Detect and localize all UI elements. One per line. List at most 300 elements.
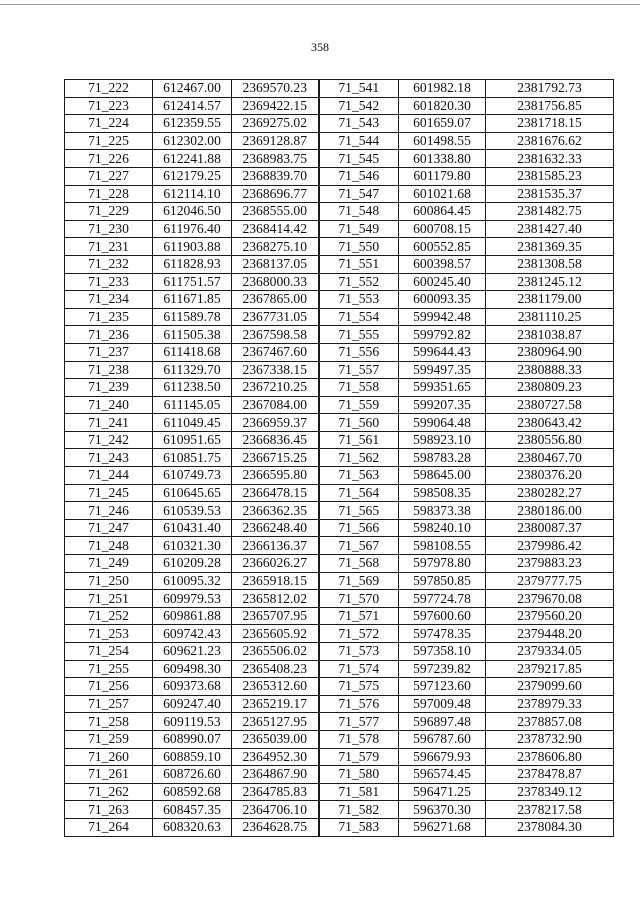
cell-y-right: 2381535.37 bbox=[486, 185, 614, 203]
cell-x-right: 599207.35 bbox=[399, 396, 486, 414]
cell-point-id-right: 71_569 bbox=[319, 572, 399, 590]
cell-point-id-right: 71_547 bbox=[319, 185, 399, 203]
table-row bbox=[65, 660, 614, 678]
cell-x-left: 611589.78 bbox=[153, 308, 232, 326]
cell-x-right: 598645.00 bbox=[399, 467, 486, 485]
top-rule bbox=[0, 4, 640, 5]
cell-point-id-left: 71_223 bbox=[65, 97, 153, 115]
cell-point-id-right: 71_580 bbox=[319, 766, 399, 784]
cell-x-left: 611238.50 bbox=[153, 379, 232, 397]
cell-point-id-left: 71_254 bbox=[65, 643, 153, 661]
cell-x-right: 596787.60 bbox=[399, 730, 486, 748]
cell-point-id-right: 71_549 bbox=[319, 220, 399, 238]
table-row bbox=[65, 220, 614, 238]
cell-point-id-right: 71_564 bbox=[319, 484, 399, 502]
cell-x-right: 599644.43 bbox=[399, 343, 486, 361]
table-row bbox=[65, 502, 614, 520]
cell-point-id-left: 71_258 bbox=[65, 713, 153, 731]
table-row bbox=[65, 678, 614, 696]
cell-point-id-left: 71_228 bbox=[65, 185, 153, 203]
cell-x-left: 609119.53 bbox=[153, 713, 232, 731]
cell-x-right: 599064.48 bbox=[399, 414, 486, 432]
table-row bbox=[65, 484, 614, 502]
cell-y-right: 2381482.75 bbox=[486, 203, 614, 221]
cell-y-left: 2365408.23 bbox=[232, 660, 319, 678]
cell-y-right: 2379777.75 bbox=[486, 572, 614, 590]
table-row bbox=[65, 748, 614, 766]
cell-y-left: 2365605.92 bbox=[232, 625, 319, 643]
cell-x-right: 601179.80 bbox=[399, 167, 486, 185]
table-row bbox=[65, 643, 614, 661]
cell-y-left: 2367210.25 bbox=[232, 379, 319, 397]
table-row bbox=[65, 97, 614, 115]
cell-x-left: 611903.88 bbox=[153, 238, 232, 256]
cell-point-id-right: 71_544 bbox=[319, 132, 399, 150]
cell-point-id-left: 71_231 bbox=[65, 238, 153, 256]
cell-x-right: 601021.68 bbox=[399, 185, 486, 203]
cell-point-id-left: 71_253 bbox=[65, 625, 153, 643]
cell-y-left: 2364706.10 bbox=[232, 801, 319, 819]
cell-y-left: 2367084.00 bbox=[232, 396, 319, 414]
cell-point-id-left: 71_259 bbox=[65, 730, 153, 748]
cell-x-left: 611329.70 bbox=[153, 361, 232, 379]
cell-y-left: 2369128.87 bbox=[232, 132, 319, 150]
table-row bbox=[65, 326, 614, 344]
cell-y-left: 2365707.95 bbox=[232, 607, 319, 625]
cell-x-left: 608859.10 bbox=[153, 748, 232, 766]
cell-point-id-right: 71_546 bbox=[319, 167, 399, 185]
cell-y-left: 2364867.90 bbox=[232, 766, 319, 784]
cell-x-left: 611671.85 bbox=[153, 291, 232, 309]
cell-y-right: 2379334.05 bbox=[486, 643, 614, 661]
cell-y-right: 2380727.58 bbox=[486, 396, 614, 414]
table-row bbox=[65, 273, 614, 291]
cell-x-right: 601820.30 bbox=[399, 97, 486, 115]
cell-y-right: 2381718.15 bbox=[486, 115, 614, 133]
cell-point-id-left: 71_260 bbox=[65, 748, 153, 766]
cell-y-left: 2368983.75 bbox=[232, 150, 319, 168]
cell-y-right: 2378084.30 bbox=[486, 818, 614, 836]
table-row bbox=[65, 713, 614, 731]
cell-y-left: 2366362.35 bbox=[232, 502, 319, 520]
cell-point-id-right: 71_558 bbox=[319, 379, 399, 397]
cell-x-left: 610539.53 bbox=[153, 502, 232, 520]
cell-x-right: 601659.07 bbox=[399, 115, 486, 133]
cell-point-id-right: 71_548 bbox=[319, 203, 399, 221]
table-row bbox=[65, 308, 614, 326]
table-row bbox=[65, 818, 614, 836]
cell-y-left: 2366836.45 bbox=[232, 431, 319, 449]
table-row bbox=[65, 361, 614, 379]
cell-y-left: 2369570.23 bbox=[232, 80, 319, 98]
cell-y-right: 2378606.80 bbox=[486, 748, 614, 766]
cell-y-right: 2381038.87 bbox=[486, 326, 614, 344]
cell-x-left: 611828.93 bbox=[153, 255, 232, 273]
cell-y-right: 2380643.42 bbox=[486, 414, 614, 432]
cell-x-left: 609498.30 bbox=[153, 660, 232, 678]
cell-point-id-right: 71_554 bbox=[319, 308, 399, 326]
cell-y-right: 2381245.12 bbox=[486, 273, 614, 291]
table-row bbox=[65, 396, 614, 414]
cell-x-left: 609979.53 bbox=[153, 590, 232, 608]
cell-x-right: 599942.48 bbox=[399, 308, 486, 326]
cell-y-right: 2381632.33 bbox=[486, 150, 614, 168]
cell-y-left: 2364628.75 bbox=[232, 818, 319, 836]
cell-x-right: 596271.68 bbox=[399, 818, 486, 836]
cell-point-id-right: 71_568 bbox=[319, 555, 399, 573]
cell-point-id-left: 71_236 bbox=[65, 326, 153, 344]
cell-x-left: 610749.73 bbox=[153, 467, 232, 485]
cell-point-id-left: 71_238 bbox=[65, 361, 153, 379]
cell-point-id-right: 71_570 bbox=[319, 590, 399, 608]
cell-y-right: 2380186.00 bbox=[486, 502, 614, 520]
cell-x-left: 608990.07 bbox=[153, 730, 232, 748]
cell-point-id-left: 71_239 bbox=[65, 379, 153, 397]
cell-point-id-left: 71_234 bbox=[65, 291, 153, 309]
cell-y-right: 2379670.08 bbox=[486, 590, 614, 608]
cell-x-right: 598108.55 bbox=[399, 537, 486, 555]
table-row bbox=[65, 555, 614, 573]
cell-y-left: 2368000.33 bbox=[232, 273, 319, 291]
cell-point-id-right: 71_560 bbox=[319, 414, 399, 432]
cell-y-right: 2381110.25 bbox=[486, 308, 614, 326]
cell-y-right: 2378478.87 bbox=[486, 766, 614, 784]
cell-y-right: 2378857.08 bbox=[486, 713, 614, 731]
page-number: 358 bbox=[311, 40, 329, 54]
cell-x-right: 596370.30 bbox=[399, 801, 486, 819]
cell-y-right: 2380888.33 bbox=[486, 361, 614, 379]
cell-x-right: 599792.82 bbox=[399, 326, 486, 344]
cell-point-id-right: 71_543 bbox=[319, 115, 399, 133]
cell-x-left: 609247.40 bbox=[153, 695, 232, 713]
cell-y-left: 2368555.00 bbox=[232, 203, 319, 221]
cell-point-id-right: 71_578 bbox=[319, 730, 399, 748]
cell-y-left: 2367338.15 bbox=[232, 361, 319, 379]
cell-y-left: 2369275.02 bbox=[232, 115, 319, 133]
cell-x-left: 612179.25 bbox=[153, 167, 232, 185]
table-row bbox=[65, 449, 614, 467]
cell-point-id-left: 71_227 bbox=[65, 167, 153, 185]
cell-y-left: 2367731.05 bbox=[232, 308, 319, 326]
cell-x-left: 610321.30 bbox=[153, 537, 232, 555]
cell-point-id-left: 71_248 bbox=[65, 537, 153, 555]
coordinates-table-body bbox=[65, 80, 614, 837]
cell-x-right: 600552.85 bbox=[399, 238, 486, 256]
cell-y-right: 2380556.80 bbox=[486, 431, 614, 449]
table-row bbox=[65, 132, 614, 150]
cell-x-right: 596679.93 bbox=[399, 748, 486, 766]
cell-x-left: 612302.00 bbox=[153, 132, 232, 150]
cell-point-id-left: 71_240 bbox=[65, 396, 153, 414]
table-row bbox=[65, 115, 614, 133]
table-row bbox=[65, 238, 614, 256]
cell-x-left: 612467.00 bbox=[153, 80, 232, 98]
cell-point-id-left: 71_230 bbox=[65, 220, 153, 238]
cell-x-left: 612114.10 bbox=[153, 185, 232, 203]
cell-y-right: 2379883.23 bbox=[486, 555, 614, 573]
table-row bbox=[65, 783, 614, 801]
table-row bbox=[65, 80, 614, 98]
cell-x-right: 598783.28 bbox=[399, 449, 486, 467]
cell-point-id-left: 71_232 bbox=[65, 255, 153, 273]
cell-point-id-right: 71_550 bbox=[319, 238, 399, 256]
cell-point-id-left: 71_262 bbox=[65, 783, 153, 801]
cell-point-id-right: 71_559 bbox=[319, 396, 399, 414]
cell-point-id-right: 71_545 bbox=[319, 150, 399, 168]
cell-point-id-right: 71_583 bbox=[319, 818, 399, 836]
cell-point-id-left: 71_257 bbox=[65, 695, 153, 713]
table-row bbox=[65, 255, 614, 273]
cell-x-left: 611049.45 bbox=[153, 414, 232, 432]
cell-x-left: 609373.68 bbox=[153, 678, 232, 696]
cell-point-id-right: 71_581 bbox=[319, 783, 399, 801]
table-row bbox=[65, 185, 614, 203]
cell-point-id-right: 71_573 bbox=[319, 643, 399, 661]
cell-point-id-left: 71_261 bbox=[65, 766, 153, 784]
cell-y-left: 2369422.15 bbox=[232, 97, 319, 115]
table-row bbox=[65, 537, 614, 555]
cell-y-right: 2379217.85 bbox=[486, 660, 614, 678]
cell-point-id-left: 71_224 bbox=[65, 115, 153, 133]
cell-y-right: 2381179.00 bbox=[486, 291, 614, 309]
cell-y-left: 2366136.37 bbox=[232, 537, 319, 555]
cell-point-id-left: 71_243 bbox=[65, 449, 153, 467]
cell-point-id-right: 71_551 bbox=[319, 255, 399, 273]
cell-y-left: 2364952.30 bbox=[232, 748, 319, 766]
cell-x-right: 597123.60 bbox=[399, 678, 486, 696]
table-row bbox=[65, 519, 614, 537]
cell-x-right: 597239.82 bbox=[399, 660, 486, 678]
cell-point-id-left: 71_233 bbox=[65, 273, 153, 291]
cell-x-left: 611418.68 bbox=[153, 343, 232, 361]
cell-x-left: 608592.68 bbox=[153, 783, 232, 801]
cell-y-left: 2366715.25 bbox=[232, 449, 319, 467]
cell-y-left: 2367467.60 bbox=[232, 343, 319, 361]
cell-x-right: 600093.35 bbox=[399, 291, 486, 309]
cell-x-right: 598923.10 bbox=[399, 431, 486, 449]
cell-x-right: 600708.15 bbox=[399, 220, 486, 238]
cell-x-left: 610951.65 bbox=[153, 431, 232, 449]
cell-y-left: 2368137.05 bbox=[232, 255, 319, 273]
cell-y-right: 2380809.23 bbox=[486, 379, 614, 397]
table-row bbox=[65, 730, 614, 748]
cell-y-left: 2367598.58 bbox=[232, 326, 319, 344]
cell-y-right: 2380087.37 bbox=[486, 519, 614, 537]
cell-x-left: 612359.55 bbox=[153, 115, 232, 133]
cell-point-id-left: 71_226 bbox=[65, 150, 153, 168]
cell-x-right: 596574.45 bbox=[399, 766, 486, 784]
cell-x-right: 598240.10 bbox=[399, 519, 486, 537]
cell-point-id-left: 71_249 bbox=[65, 555, 153, 573]
cell-y-left: 2365039.00 bbox=[232, 730, 319, 748]
cell-y-left: 2366595.80 bbox=[232, 467, 319, 485]
cell-y-left: 2367865.00 bbox=[232, 291, 319, 309]
cell-point-id-left: 71_246 bbox=[65, 502, 153, 520]
cell-x-left: 610209.28 bbox=[153, 555, 232, 573]
cell-x-left: 611145.05 bbox=[153, 396, 232, 414]
table-row bbox=[65, 414, 614, 432]
cell-y-right: 2379560.20 bbox=[486, 607, 614, 625]
cell-point-id-right: 71_579 bbox=[319, 748, 399, 766]
cell-y-left: 2365219.17 bbox=[232, 695, 319, 713]
table-row bbox=[65, 343, 614, 361]
cell-x-right: 597724.78 bbox=[399, 590, 486, 608]
cell-x-right: 600864.45 bbox=[399, 203, 486, 221]
table-row bbox=[65, 625, 614, 643]
cell-y-left: 2365812.02 bbox=[232, 590, 319, 608]
cell-y-right: 2381427.40 bbox=[486, 220, 614, 238]
cell-y-right: 2379986.42 bbox=[486, 537, 614, 555]
cell-x-right: 596897.48 bbox=[399, 713, 486, 731]
cell-point-id-left: 71_245 bbox=[65, 484, 153, 502]
cell-x-right: 600245.40 bbox=[399, 273, 486, 291]
cell-x-right: 596471.25 bbox=[399, 783, 486, 801]
cell-y-left: 2365506.02 bbox=[232, 643, 319, 661]
cell-y-right: 2378217.58 bbox=[486, 801, 614, 819]
cell-y-left: 2368696.77 bbox=[232, 185, 319, 203]
table-row bbox=[65, 801, 614, 819]
cell-x-right: 601338.80 bbox=[399, 150, 486, 168]
cell-x-right: 598508.35 bbox=[399, 484, 486, 502]
cell-y-left: 2366026.27 bbox=[232, 555, 319, 573]
cell-point-id-left: 71_222 bbox=[65, 80, 153, 98]
cell-point-id-right: 71_563 bbox=[319, 467, 399, 485]
cell-point-id-right: 71_562 bbox=[319, 449, 399, 467]
table-row bbox=[65, 167, 614, 185]
cell-point-id-right: 71_575 bbox=[319, 678, 399, 696]
cell-x-right: 599351.65 bbox=[399, 379, 486, 397]
cell-x-left: 611505.38 bbox=[153, 326, 232, 344]
cell-y-right: 2378349.12 bbox=[486, 783, 614, 801]
cell-point-id-left: 71_225 bbox=[65, 132, 153, 150]
cell-point-id-left: 71_242 bbox=[65, 431, 153, 449]
cell-point-id-right: 71_556 bbox=[319, 343, 399, 361]
cell-y-right: 2380467.70 bbox=[486, 449, 614, 467]
cell-x-left: 612241.88 bbox=[153, 150, 232, 168]
cell-point-id-left: 71_251 bbox=[65, 590, 153, 608]
cell-x-left: 610645.65 bbox=[153, 484, 232, 502]
cell-x-left: 610431.40 bbox=[153, 519, 232, 537]
cell-y-right: 2380964.90 bbox=[486, 343, 614, 361]
cell-x-right: 597850.85 bbox=[399, 572, 486, 590]
cell-point-id-right: 71_582 bbox=[319, 801, 399, 819]
cell-x-right: 599497.35 bbox=[399, 361, 486, 379]
cell-y-left: 2364785.83 bbox=[232, 783, 319, 801]
cell-x-left: 609742.43 bbox=[153, 625, 232, 643]
cell-x-right: 598373.38 bbox=[399, 502, 486, 520]
cell-y-right: 2378732.90 bbox=[486, 730, 614, 748]
cell-point-id-left: 71_264 bbox=[65, 818, 153, 836]
cell-y-right: 2381792.73 bbox=[486, 80, 614, 98]
table-row bbox=[65, 467, 614, 485]
cell-x-left: 612414.57 bbox=[153, 97, 232, 115]
cell-x-left: 608726.60 bbox=[153, 766, 232, 784]
cell-y-right: 2381585.23 bbox=[486, 167, 614, 185]
cell-point-id-right: 71_552 bbox=[319, 273, 399, 291]
cell-point-id-right: 71_565 bbox=[319, 502, 399, 520]
table-row bbox=[65, 607, 614, 625]
cell-point-id-left: 71_252 bbox=[65, 607, 153, 625]
table-row bbox=[65, 766, 614, 784]
cell-x-right: 597009.48 bbox=[399, 695, 486, 713]
cell-y-right: 2378979.33 bbox=[486, 695, 614, 713]
cell-x-left: 608457.35 bbox=[153, 801, 232, 819]
cell-x-left: 610851.75 bbox=[153, 449, 232, 467]
cell-y-right: 2379099.60 bbox=[486, 678, 614, 696]
cell-point-id-right: 71_542 bbox=[319, 97, 399, 115]
cell-x-left: 612046.50 bbox=[153, 203, 232, 221]
cell-x-right: 597600.60 bbox=[399, 607, 486, 625]
cell-x-left: 609621.23 bbox=[153, 643, 232, 661]
cell-point-id-left: 71_247 bbox=[65, 519, 153, 537]
cell-y-right: 2380282.27 bbox=[486, 484, 614, 502]
cell-point-id-right: 71_557 bbox=[319, 361, 399, 379]
table-row bbox=[65, 590, 614, 608]
cell-point-id-right: 71_541 bbox=[319, 80, 399, 98]
table-row bbox=[65, 203, 614, 221]
cell-y-right: 2381308.58 bbox=[486, 255, 614, 273]
cell-point-id-right: 71_567 bbox=[319, 537, 399, 555]
cell-point-id-right: 71_561 bbox=[319, 431, 399, 449]
table-row bbox=[65, 150, 614, 168]
table-row bbox=[65, 431, 614, 449]
cell-x-left: 610095.32 bbox=[153, 572, 232, 590]
cell-y-right: 2381756.85 bbox=[486, 97, 614, 115]
cell-point-id-right: 71_555 bbox=[319, 326, 399, 344]
cell-point-id-left: 71_244 bbox=[65, 467, 153, 485]
cell-x-right: 600398.57 bbox=[399, 255, 486, 273]
cell-point-id-right: 71_571 bbox=[319, 607, 399, 625]
cell-x-left: 609861.88 bbox=[153, 607, 232, 625]
cell-point-id-right: 71_566 bbox=[319, 519, 399, 537]
cell-point-id-right: 71_574 bbox=[319, 660, 399, 678]
cell-y-left: 2366959.37 bbox=[232, 414, 319, 432]
cell-x-left: 608320.63 bbox=[153, 818, 232, 836]
cell-x-left: 611751.57 bbox=[153, 273, 232, 291]
cell-point-id-right: 71_577 bbox=[319, 713, 399, 731]
cell-point-id-left: 71_263 bbox=[65, 801, 153, 819]
cell-point-id-left: 71_255 bbox=[65, 660, 153, 678]
cell-point-id-left: 71_237 bbox=[65, 343, 153, 361]
cell-point-id-left: 71_229 bbox=[65, 203, 153, 221]
cell-y-left: 2365312.60 bbox=[232, 678, 319, 696]
cell-y-right: 2381676.62 bbox=[486, 132, 614, 150]
cell-x-right: 597978.80 bbox=[399, 555, 486, 573]
table-row bbox=[65, 379, 614, 397]
cell-x-right: 597358.10 bbox=[399, 643, 486, 661]
cell-y-left: 2366478.15 bbox=[232, 484, 319, 502]
cell-y-left: 2368275.10 bbox=[232, 238, 319, 256]
cell-y-right: 2381369.35 bbox=[486, 238, 614, 256]
table-row bbox=[65, 695, 614, 713]
cell-y-right: 2379448.20 bbox=[486, 625, 614, 643]
cell-y-left: 2368414.42 bbox=[232, 220, 319, 238]
cell-point-id-left: 71_250 bbox=[65, 572, 153, 590]
cell-y-left: 2365918.15 bbox=[232, 572, 319, 590]
cell-x-right: 597478.35 bbox=[399, 625, 486, 643]
cell-point-id-right: 71_572 bbox=[319, 625, 399, 643]
table-row bbox=[65, 572, 614, 590]
coordinates-table bbox=[64, 79, 614, 837]
table-row bbox=[65, 291, 614, 309]
cell-point-id-left: 71_256 bbox=[65, 678, 153, 696]
cell-x-right: 601498.55 bbox=[399, 132, 486, 150]
cell-x-right: 601982.18 bbox=[399, 80, 486, 98]
cell-y-left: 2366248.40 bbox=[232, 519, 319, 537]
cell-point-id-left: 71_241 bbox=[65, 414, 153, 432]
cell-x-left: 611976.40 bbox=[153, 220, 232, 238]
cell-y-left: 2368839.70 bbox=[232, 167, 319, 185]
